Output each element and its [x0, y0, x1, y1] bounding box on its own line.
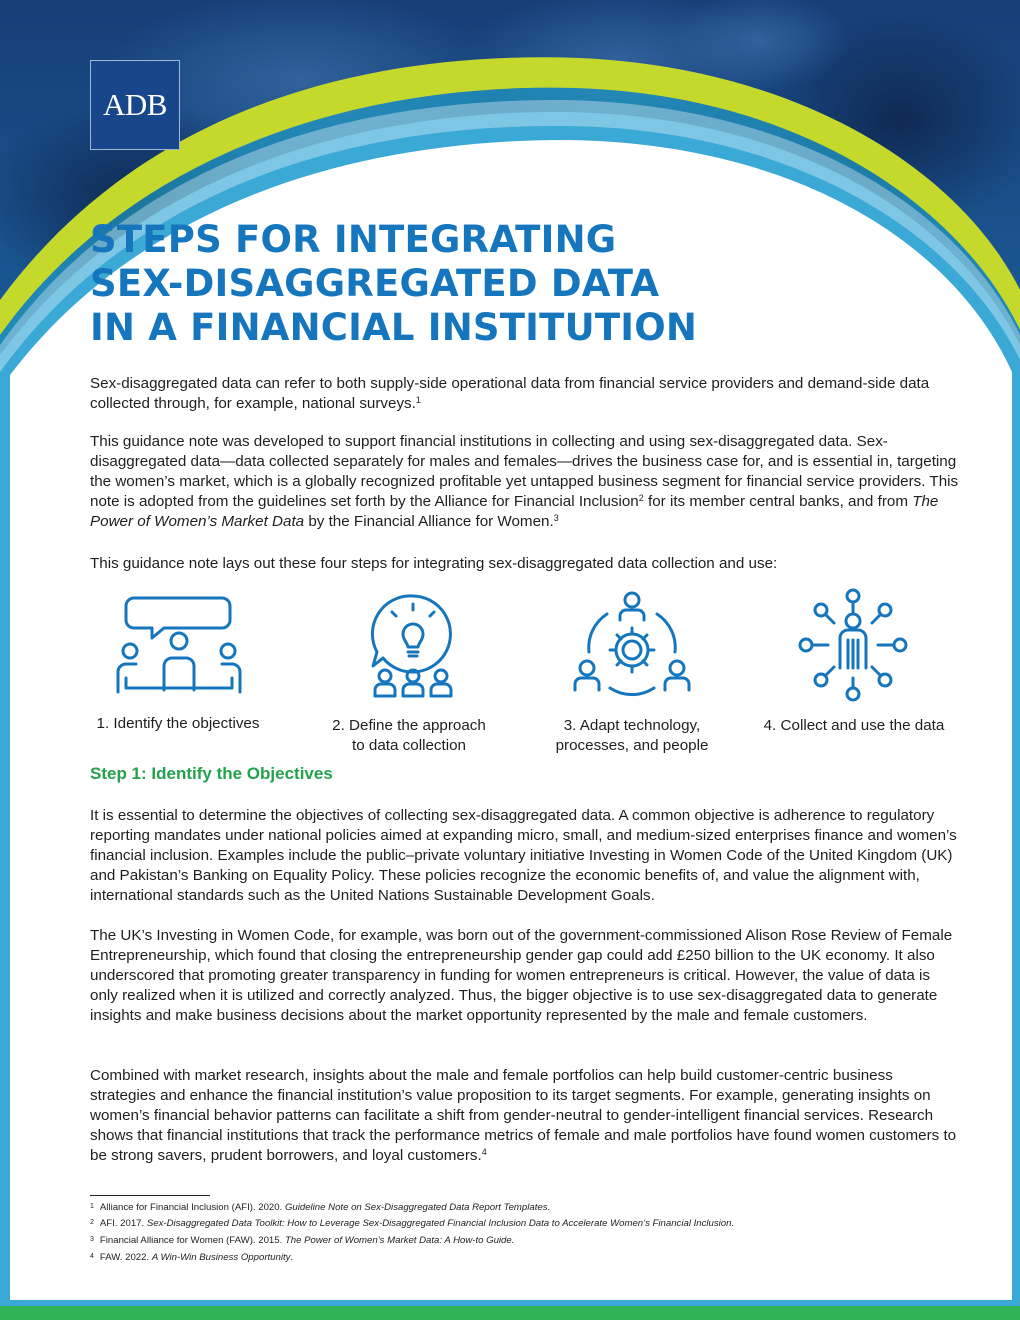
intro-p2-italic-title: The Power of Women’s Market Data: [90, 493, 939, 530]
intro-paragraph-3: This guidance note lays out these four steps for integrating sex-disaggregated data collection and use:: [90, 555, 778, 572]
step-1-paragraph-1: It is essential to determine the objectives of collecting sex-disaggregated data. A common objective is adherence to regulatory reporting mandates under national policies aimed at expanding micro, small, and medium-sized enterprises finance and women’s financial inclusion. Examples include the public–private voluntary initiative Investing in Women Code of the United Kingdom (UK) and Pakistan’s Banking on Equality Policy. These policies recognize the economic benefits of, and value the alignment with, international standards such as the United Nations Sustainable Development Goals.: [90, 807, 957, 904]
footnote-ref-2: 2: [638, 493, 644, 503]
step-1-label: [90, 714, 266, 734]
footnote-2: [90, 1217, 734, 1230]
bottom-green-bar: [0, 1306, 1020, 1320]
step-2-label-line-1: 2. Define the approach: [332, 717, 486, 734]
footnote-1-text: Alliance for Financial Inclusion (AFI). 2020.: [99, 1202, 285, 1213]
lightbulb-idea-group-icon: [358, 588, 468, 703]
footnote-3-text: Financial Alliance for Women (FAW). 2015.: [99, 1235, 285, 1246]
step-3-label-line-1: 3. Adapt technology,: [563, 717, 701, 734]
footnote-ref-1: 1: [415, 395, 421, 405]
footnote-4-text: FAW. 2022.: [99, 1252, 152, 1263]
step-1-heading: Step 1: Identify the Objectives: [90, 764, 333, 783]
intro-paragraph-2: [90, 432, 960, 532]
footnote-1-title: Guideline Note on Sex-Disaggregated Data Report Templates.: [284, 1202, 551, 1213]
footnote-4: [90, 1251, 293, 1264]
footnote-2-number: 2: [90, 1219, 94, 1226]
footnote-1: [90, 1201, 550, 1214]
footnote-3-number: 3: [90, 1236, 94, 1243]
step-2-label-line-2: to data collection: [352, 737, 466, 754]
footnote-ref-4: 4: [481, 1147, 487, 1157]
step-4-label-text: 4. Collect and use the data: [763, 717, 945, 734]
step-1-paragraph-3: [90, 1066, 960, 1166]
footnote-2-title: Sex-Disaggregated Data Toolkit: How to Leverage Sex-Disaggregated Financial Inclusion Data to Accelerate Women’s Financial Inclusion.: [146, 1218, 735, 1229]
footnote-3: [90, 1234, 514, 1247]
footnote-4-number: 4: [90, 1253, 94, 1260]
gear-people-cycle-icon: [572, 588, 692, 700]
footnote-4-tail: .: [290, 1252, 294, 1263]
title-line-2: SEX-DISAGGREGATED DATA: [90, 262, 660, 305]
step-3-label: [542, 716, 722, 756]
footnote-1-number: 1: [90, 1203, 94, 1210]
step-4-label: [758, 716, 950, 736]
title-line-1: STEPS FOR INTEGRATING: [90, 218, 617, 261]
person-network-data-icon: [796, 588, 911, 703]
footnote-3-title: The Power of Women’s Market Data: A How-to Guide.: [284, 1235, 515, 1246]
step-2-label: [320, 716, 498, 756]
meeting-speech-bubble-icon: [112, 588, 242, 698]
intro-p2-text-c: by the Financial Alliance for Women.: [304, 513, 554, 530]
footnote-ref-3: 3: [553, 513, 559, 523]
step-1-p3-text: Combined with market research, insights about the male and female portfolios can help build customer-centric business strategies and enhance the financial institution’s value proposition to its target segments. For example, generating insights on women’s financial behavior patterns can facilitate a shift from gender-neutral to gender-intelligent financial services. Research shows that financial institutions that track the performance metrics of female and male portfolios have found women customers to be strong savers, prudent borrowers, and loyal customers.: [90, 1067, 957, 1164]
step-3-label-line-2: processes, and people: [555, 737, 709, 754]
intro-p2-text-a: This guidance note was developed to support financial institutions in collecting and using sex-disaggregated data. Sex-disaggregated data—data collected separately for males and females—drives the business case for, and is essential in, targeting the women’s market, which is a globally recognized profitable yet untapped business segment for financial service providers. This note is adopted from the guidelines set forth by the Alliance for Financial Inclusion: [90, 433, 959, 510]
intro-p2-text-b: for its member central banks, and from: [643, 493, 913, 510]
step-1-label-text: 1. Identify the objectives: [96, 715, 260, 732]
steps-row: [90, 588, 960, 758]
footnote-4-title: A Win-Win Business Opportunity: [151, 1252, 291, 1263]
page-title: [90, 218, 697, 350]
footnote-2-text: AFI. 2017.: [99, 1218, 147, 1229]
intro-paragraph-1: [90, 374, 960, 414]
adb-logo: ADB: [90, 60, 180, 150]
title-line-3: IN A FINANCIAL INSTITUTION: [90, 306, 698, 349]
intro-p1-text: Sex-disaggregated data can refer to both supply-side operational data from financial service providers and demand-side data collected through, for example, national surveys.: [90, 375, 930, 412]
footnote-divider: [90, 1195, 210, 1196]
step-1-paragraph-2: The UK’s Investing in Women Code, for example, was born out of the government-commissioned Alison Rose Review of Female Entrepreneurship, which found that closing the entrepreneurship gender gap could add £250 billion to the UK economy. It also underscored that promoting greater transparency in funding for women entrepreneurs is critical. However, the value of data is only realized when it is utilized and correctly analyzed. Thus, the bigger objective is to use sex-disaggregated data to generate insights and make business decisions about the market opportunity represented by the male and female customers.: [90, 927, 953, 1024]
